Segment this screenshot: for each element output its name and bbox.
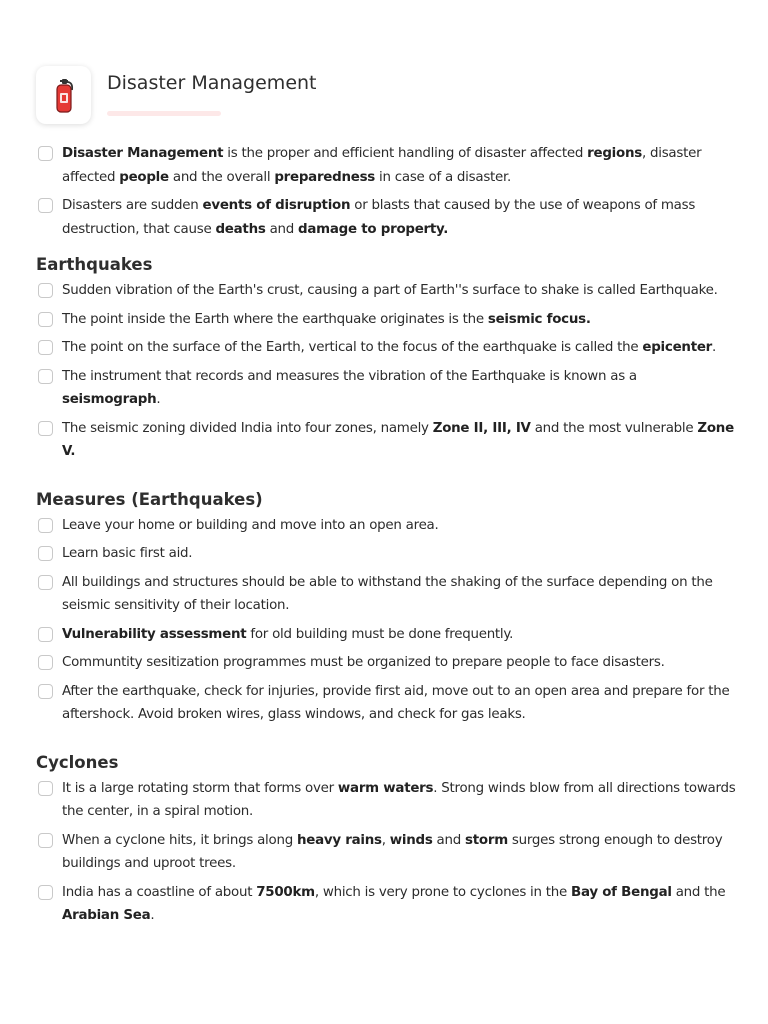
- bold-text: people: [119, 169, 169, 185]
- measures-list: [36, 514, 736, 727]
- list-item: [36, 365, 736, 412]
- item-text: The point inside the Earth where the earthquake originates is the: [62, 311, 488, 327]
- bold-text: Zone V.: [62, 420, 734, 459]
- item-text: When a cyclone hits, it brings along: [62, 832, 297, 848]
- section-heading-cyclones: Cyclones: [36, 752, 119, 772]
- list-item: [36, 194, 736, 241]
- item-text: Leave your home or building and move into an open area.: [62, 517, 439, 533]
- bold-text: seismic focus.: [487, 311, 591, 327]
- checkbox[interactable]: [38, 833, 53, 848]
- list-item: [36, 336, 736, 360]
- item-text: It is a large rotating storm that forms over: [62, 780, 338, 796]
- item-text: Sudden vibration of the Earth's crust, causing a part of Earth''s surface to shake is called Earthquake.: [62, 283, 718, 298]
- title-underline: [107, 111, 221, 116]
- checkbox[interactable]: [38, 312, 53, 327]
- item-text: or blasts that caused by the use of weapons of mass destruction, that cause: [62, 198, 696, 237]
- item-text: surges strong enough to destroy buildings and uproot trees.: [62, 832, 723, 871]
- checkbox[interactable]: [38, 781, 53, 796]
- item-text: and the most vulnerable: [530, 420, 698, 436]
- bold-text: storm: [465, 832, 508, 848]
- checkbox[interactable]: [38, 518, 53, 533]
- page-header: [36, 66, 736, 128]
- bold-text: 7500km: [256, 884, 315, 900]
- bold-text: Vulnerability assessment: [62, 626, 247, 642]
- item-text: The seismic zoning divided India into four zones, namely: [62, 420, 433, 436]
- bold-text: Bay of Bengal: [571, 884, 672, 900]
- section-heading-measures: Measures (Earthquakes): [36, 489, 263, 509]
- bold-text: Disaster Management: [62, 146, 224, 161]
- list-item: [36, 881, 736, 928]
- list-item: [36, 680, 736, 727]
- item-text: , which is very prone to cyclones in the: [314, 884, 572, 900]
- checkbox[interactable]: [38, 369, 53, 384]
- item-text: The point on the surface of the Earth, vertical to the focus of the earthquake is called the: [62, 340, 643, 355]
- bold-text: Zone II, III, IV: [432, 420, 531, 436]
- list-item: [36, 308, 736, 332]
- list-item: [36, 142, 736, 189]
- item-text: After the earthquake, check for injuries, provide first aid, move out to an open area and prepare for the aftershock. Avoid broken wires, glass windows, and check for gas leaks.: [62, 683, 730, 722]
- item-text: . Strong winds blow from all directions towards the center, in a spiral motion.: [62, 780, 736, 819]
- bold-text: damage to property.: [298, 221, 449, 237]
- checkbox[interactable]: [38, 340, 53, 355]
- fire-extinguisher-icon: [51, 76, 77, 114]
- checkbox[interactable]: [38, 146, 53, 161]
- app-icon: [36, 66, 91, 124]
- list-item: [36, 651, 736, 675]
- item-text: .: [150, 908, 155, 923]
- item-text: and: [265, 221, 299, 237]
- section-heading-earthquakes: Earthquakes: [36, 255, 153, 274]
- list-item: [36, 777, 736, 824]
- bold-text: Arabian Sea: [62, 908, 151, 923]
- item-text: and: [432, 832, 466, 848]
- cyclones-list: [36, 777, 736, 928]
- bold-text: heavy rains: [296, 832, 382, 848]
- list-item: [36, 829, 736, 876]
- checkbox[interactable]: [38, 627, 53, 642]
- item-text: .: [712, 340, 717, 355]
- bold-text: warm waters: [337, 780, 434, 796]
- item-text: ,: [381, 832, 390, 848]
- item-text: .: [156, 392, 161, 407]
- intro-list: [36, 142, 736, 241]
- earthquakes-list: [36, 279, 736, 464]
- bold-text: epicenter: [642, 340, 713, 355]
- checkbox[interactable]: [38, 684, 53, 699]
- list-item: [36, 279, 736, 303]
- item-text: and the: [671, 884, 726, 900]
- list-item: [36, 542, 736, 566]
- page-content: [36, 142, 736, 933]
- item-text: , disaster affected: [62, 146, 702, 185]
- item-text: Disasters are sudden: [62, 198, 203, 213]
- page-title: Disaster Management: [107, 72, 317, 94]
- item-text: is the proper and efficient handling of disaster affected: [223, 146, 588, 161]
- item-text: All buildings and structures should be able to withstand the shaking of the surface depending on the seismic sensitivity of their location.: [62, 574, 713, 613]
- checkbox[interactable]: [38, 421, 53, 436]
- item-text: Learn basic first aid.: [62, 546, 193, 561]
- checkbox[interactable]: [38, 198, 53, 213]
- checkbox[interactable]: [38, 575, 53, 590]
- list-item: [36, 514, 736, 538]
- list-item: [36, 571, 736, 618]
- item-text: in case of a disaster.: [375, 169, 512, 185]
- list-item: [36, 623, 736, 647]
- checkbox[interactable]: [38, 283, 53, 298]
- checkbox[interactable]: [38, 655, 53, 670]
- list-item: [36, 417, 736, 464]
- bold-text: winds: [389, 832, 433, 848]
- item-text: Communtity sesitization programmes must be organized to prepare people to face disasters.: [62, 655, 665, 670]
- bold-text: seismograph: [62, 392, 157, 407]
- bold-text: events of disruption: [202, 198, 351, 213]
- item-text: for old building must be done frequently.: [246, 626, 514, 642]
- item-text: and the overall: [168, 169, 275, 185]
- item-text: India has a coastline of about: [62, 884, 257, 900]
- bold-text: deaths: [215, 221, 266, 237]
- checkbox[interactable]: [38, 885, 53, 900]
- bold-text: regions: [587, 146, 642, 161]
- bold-text: preparedness: [274, 169, 376, 185]
- item-text: The instrument that records and measures the vibration of the Earthquake is known as a: [62, 368, 637, 384]
- checkbox[interactable]: [38, 546, 53, 561]
